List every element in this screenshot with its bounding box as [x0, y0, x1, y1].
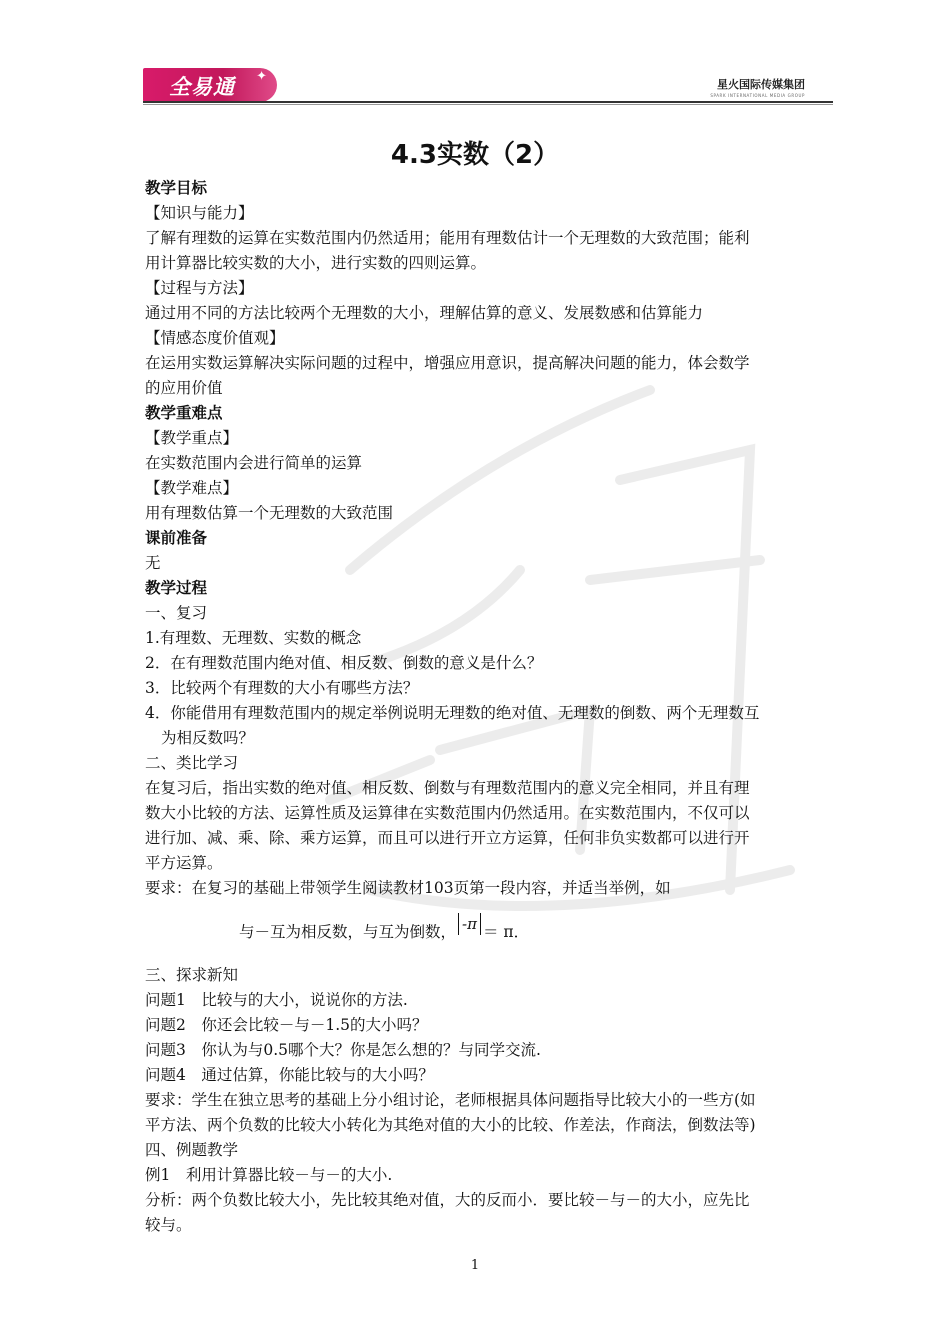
paragraph-line: 要求：在复习的基础上带领学生阅读教材103页第一段内容，并适当举例，如 [145, 879, 671, 897]
paragraph-line: 平方运算。 [145, 854, 223, 872]
subsection-label: 【教学难点】 [145, 479, 239, 497]
page-number: 1 [470, 1258, 480, 1273]
paragraph-line: 在运用实数运算解决实际问题的过程中，增强应用意识，提高解决问题的能力，体会数学 [145, 354, 750, 372]
question-item: 问题3 你认为与0.5哪个大？你是怎么想的？与同学交流. [145, 1041, 541, 1059]
list-item: 1.有理数、无理数、实数的概念 [145, 629, 362, 647]
paragraph-line: 进行加、减、乘、除、乘方运算，而且可以进行开立方运算，任何非负实数都可以进行开 [145, 829, 750, 847]
list-item: 2．在有理数范围内绝对值、相反数、倒数的意义是什么？ [145, 654, 543, 672]
list-item: 3．比较两个有理数的大小有哪些方法？ [145, 679, 419, 697]
section-heading: 教学过程 [145, 579, 208, 597]
part-heading: 一、复习 [145, 604, 208, 622]
paragraph-line: 用计算器比较实数的大小，进行实数的四则运算。 [145, 254, 487, 272]
subsection-label: 【情感态度价值观】 [145, 329, 285, 347]
paragraph-line: 较与。 [145, 1216, 192, 1234]
math-example-line [145, 901, 810, 963]
paragraph-line: 分析：两个负数比较大小，先比较其绝对值，大的反而小．要比较－与－的大小，应先比 [145, 1191, 750, 1209]
question-item: 问题2 你还会比较－与－1.5的大小吗？ [145, 1016, 428, 1034]
paragraph-line: 数大小比较的方法、运算性质及运算律在实数范围内仍然适用。在实数范围内，不仅可以 [145, 804, 750, 822]
part-heading: 二、类比学习 [145, 754, 239, 772]
document-body [145, 176, 810, 1238]
paragraph-line: 平方法、两个负数的比较大小转化为其绝对值的大小的比较、作差法，作商法，倒数法等) [145, 1116, 756, 1134]
header-rule-thin [143, 104, 833, 105]
paragraph-line: 了解有理数的运算在实数范围内仍然适用；能用有理数估计一个无理数的大致范围；能利 [145, 229, 750, 247]
section-heading: 教学重难点 [145, 404, 223, 422]
absolute-value-expression: -π [458, 913, 481, 935]
example-result: ＝ π． [482, 923, 530, 941]
list-item: 4．你能借用有理数范围内的规定举例说明无理数的绝对值、无理数的倒数、两个无理数互 [145, 704, 760, 722]
paragraph-line: 的应用价值 [145, 379, 223, 397]
brand-logo [143, 68, 277, 102]
subsection-label: 【知识与能力】 [145, 204, 254, 222]
paragraph-line: 在复习后，指出实数的绝对值、相反数、倒数与有理数范围内的意义完全相同，并且有理 [145, 779, 750, 797]
example-item: 例1 利用计算器比较－与－的大小. [145, 1166, 393, 1184]
logo-text: 全易通 [169, 75, 235, 99]
company-name-cn: 星火国际传媒集团 [717, 78, 805, 91]
list-item-continuation: 为相反数吗？ [161, 729, 255, 747]
paragraph-line: 在实数范围内会进行简单的运算 [145, 454, 363, 472]
subsection-label: 【过程与方法】 [145, 279, 254, 297]
subsection-label: 【教学重点】 [145, 429, 239, 447]
page-title: 4.3实数（2） [390, 140, 560, 170]
question-item: 问题1 比较与的大小，说说你的方法. [145, 991, 408, 1009]
company-name [710, 76, 805, 98]
section-heading: 教学目标 [145, 179, 208, 197]
part-heading: 三、探求新知 [145, 966, 239, 984]
part-heading: 四、例题教学 [145, 1141, 239, 1159]
paragraph-line: 无 [145, 554, 161, 572]
sparkle-icon: ✦ [256, 69, 267, 84]
header-rule [143, 101, 833, 103]
question-item: 问题4 通过估算，你能比较与的大小吗？ [145, 1066, 434, 1084]
company-name-en: SPARK INTERNATIONAL MEDIA GROUP [710, 93, 805, 98]
example-text: 与－互为相反数，与互为倒数， [239, 923, 457, 941]
paragraph-line: 要求：学生在独立思考的基础上分小组讨论，老师根据具体问题指导比较大小的一些方(如 [145, 1091, 756, 1109]
section-heading: 课前准备 [145, 529, 208, 547]
paragraph-line: 通过用不同的方法比较两个无理数的大小，理解估算的意义、发展数感和估算能力 [145, 304, 704, 322]
paragraph-line: 用有理数估算一个无理数的大致范围 [145, 504, 394, 522]
